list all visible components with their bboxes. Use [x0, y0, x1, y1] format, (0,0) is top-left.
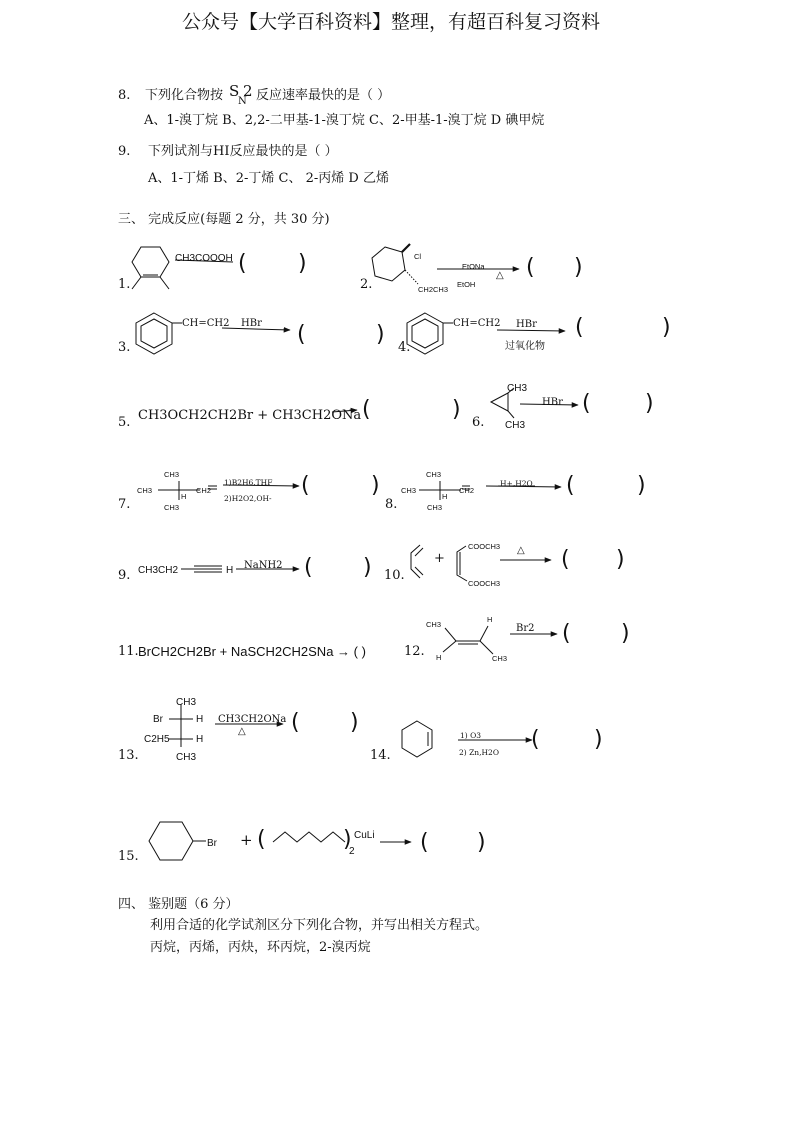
r13-number: 13. [118, 748, 139, 763]
q9-options: A、1-丁烯 B、2-丁烯 C、 2-丙烯 D 乙烯 [148, 171, 389, 186]
r9-number: 9. [118, 568, 131, 583]
q8-sn-2: 2 [243, 82, 253, 100]
r10-ester-top: COOCH3 [468, 542, 501, 551]
r4-number: 4. [398, 340, 411, 355]
r10-answer-close: ) [616, 547, 625, 572]
r15-br: Br [207, 838, 217, 849]
r4-reagent: HBr [516, 319, 537, 330]
r2-reagent-bottom: EtOH [457, 280, 476, 289]
r10-ester-bottom: COOCH3 [468, 579, 501, 588]
r10-number: 10. [384, 568, 405, 583]
section3-title: 三、 完成反应(每题 2 分，共 30 分) [118, 212, 330, 227]
r9-answer-close: ) [363, 555, 372, 580]
q8-number: 8. [118, 88, 131, 103]
section4-title: 四、 鉴别题（6 分） [118, 897, 239, 912]
r8-c-top: CH3 [426, 470, 442, 479]
q8-stem-a: 下列化合物按 [145, 88, 224, 103]
r13-top: CH3 [176, 697, 197, 708]
q8-sn: S [229, 82, 240, 100]
r9-left: CH3CH2 [138, 565, 179, 576]
r8-h: H [442, 492, 448, 501]
r13-h2: H [196, 734, 204, 745]
r13-bottom: CH3 [176, 752, 197, 763]
r12-answer-open: ( [562, 621, 571, 646]
r8-reagent: H+,H2O [500, 479, 533, 488]
r12-reagent: Br2 [516, 623, 535, 634]
r8-answer-open: ( [566, 473, 575, 498]
r8-c-bottom: CH3 [427, 503, 443, 512]
r9-reagent: NaNH2 [244, 560, 283, 571]
r15-bracket-open: ( [257, 827, 266, 852]
r14-step1: 1) O3 [460, 731, 482, 740]
r15-plus: + [240, 831, 253, 849]
r7-c-bottom: CH3 [164, 503, 180, 512]
r12-answer-close: ) [621, 621, 630, 646]
r15-answer-open: ( [420, 830, 429, 855]
section4-compounds: 丙烷，丙烯，丙炔，环丙烷，2-溴丙烷 [150, 940, 371, 955]
q8-options: A、1-溴丁烷 B、2,2-二甲基-1-溴丁烷 C、2-甲基-1-溴丁烷 D 碘甲烷 [144, 113, 545, 128]
r7-h: H [181, 492, 187, 501]
r4-condition: 过氧化物 [505, 341, 545, 352]
r3-answer-open: ( [297, 322, 306, 347]
r1-answer-open: ( [238, 251, 247, 276]
r5-answer-open: ( [362, 397, 371, 422]
r13-h1: H [196, 714, 204, 725]
r7-answer-open: ( [301, 473, 310, 498]
r7-number: 7. [118, 497, 131, 512]
r12-me-right: CH3 [492, 654, 508, 663]
r12-structure [443, 626, 557, 654]
r13-answer-close: ) [350, 710, 359, 735]
r2-answer-open: ( [526, 255, 535, 280]
r3-reagent: HBr [241, 318, 262, 329]
r5-answer-close: ) [452, 397, 461, 422]
r8-c-left: CH3 [401, 486, 417, 495]
r7-c-left: CH3 [137, 486, 153, 495]
r14-number: 14. [370, 748, 391, 763]
r1-answer-close: ) [298, 251, 307, 276]
r1-number: 1. [118, 277, 131, 292]
q8-sn-sub: N [238, 96, 247, 107]
r11-reactants: BrCH2CH2Br + NaSCH2CH2SNa → ( ) [138, 644, 366, 659]
r6-reagent: HBr [542, 397, 563, 408]
r8-answer-close: ) [637, 473, 646, 498]
r15-sub2: 2 [349, 846, 355, 857]
r2-number: 2. [360, 277, 373, 292]
q8-stem-b: 反应速率最快的是（ ） [256, 88, 391, 103]
r10-plus: + [434, 551, 445, 566]
r3-number: 3. [118, 340, 131, 355]
r6-number: 6. [472, 415, 485, 430]
r8-number: 8. [385, 497, 398, 512]
r2-cl: Cl [414, 252, 422, 261]
r4-answer-open: ( [575, 315, 584, 340]
r14-answer-close: ) [594, 727, 603, 752]
r2-heat: △ [496, 270, 504, 281]
r10-heat: △ [517, 545, 525, 556]
r4-answer-close: ) [662, 315, 671, 340]
r8-structure [419, 481, 561, 500]
r13-et: C2H5 [144, 734, 170, 745]
r13-br: Br [153, 714, 163, 725]
r13-answer-open: ( [291, 710, 300, 735]
r15-bracket-close: ) [343, 827, 352, 852]
r2-ethyl: CH2CH3 [418, 285, 449, 294]
r6-structure [491, 388, 578, 418]
q9-stem: 下列试剂与HI反应最快的是（ ） [148, 144, 338, 159]
r9-answer-open: ( [304, 555, 313, 580]
r11-number: 11. [118, 644, 139, 659]
r6-me-top: CH3 [507, 383, 528, 394]
r12-number: 12. [404, 644, 425, 659]
r2-reagent-top: EtONa [462, 262, 485, 271]
r7-reagent-top: 1)B2H6,THF [224, 478, 273, 487]
r6-answer-close: ) [645, 391, 654, 416]
r6-me-bottom: CH3 [505, 420, 526, 431]
r7-c-right: CH2 [196, 486, 212, 495]
r12-h-right: H [487, 615, 493, 624]
r13-heat: △ [238, 726, 246, 737]
r7-answer-close: ) [371, 473, 380, 498]
r4-vinyl: CH=CH2 [453, 318, 501, 329]
r6-answer-open: ( [582, 391, 591, 416]
q9-number: 9. [118, 144, 131, 159]
r15-number: 15. [118, 849, 139, 864]
r5-number: 5. [118, 415, 131, 430]
r14-answer-open: ( [531, 727, 540, 752]
r12-h-left: H [436, 653, 442, 662]
header-title: 公众号【大学百科资料】整理，有超百科复习资料 [182, 11, 601, 33]
section4-instruction: 利用合适的化学试剂区分下列化合物，并写出相关方程式。 [150, 918, 489, 933]
r5-reactants: CH3OCH2CH2Br + CH3CH2ONa [138, 408, 362, 423]
r1-reagent: CH3COOOH [175, 253, 233, 264]
r14-step2: 2) Zn,H2O [459, 748, 499, 757]
r10-answer-open: ( [561, 547, 570, 572]
r9-h: H [226, 565, 234, 576]
r12-me-left: CH3 [426, 620, 442, 629]
r2-answer-close: ) [574, 255, 583, 280]
r3-answer-close: ) [376, 322, 385, 347]
r7-reagent-bottom: 2)H2O2,OH- [224, 494, 272, 503]
r7-c-top: CH3 [164, 470, 180, 479]
r3-vinyl: CH=CH2 [182, 318, 230, 329]
r15-answer-close: ) [477, 830, 486, 855]
r8-c-right: CH2 [459, 486, 475, 495]
r15-culi: CuLi [354, 830, 375, 841]
r13-reagent: CH3CH2ONa [218, 714, 287, 725]
